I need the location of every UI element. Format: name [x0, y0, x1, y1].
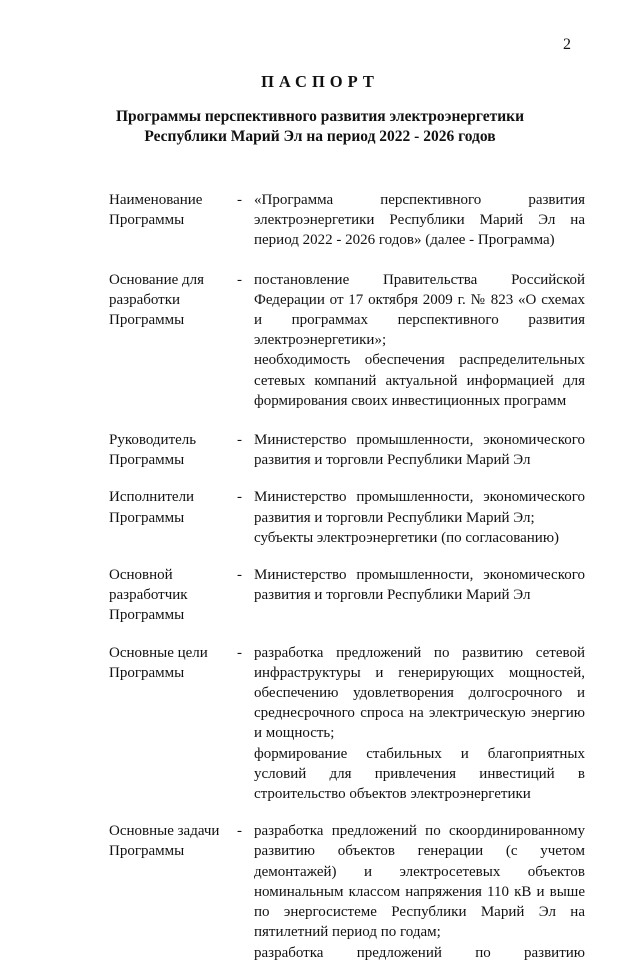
row-paragraph: Министерство промышленности, экономического развития и торговли Республики Марий Эл	[254, 567, 585, 604]
row-label	[109, 565, 237, 626]
passport-row-basis	[109, 270, 585, 411]
row-dash: -	[237, 432, 242, 449]
row-dash: -	[237, 271, 242, 288]
row-label-line: Исполнители	[109, 489, 195, 506]
row-paragraph: субъекты электроэнергетики (по согласованию)	[254, 529, 560, 546]
row-label-line: Руководитель	[109, 432, 197, 449]
subtitle-line: Программы перспективного развития электроэнергетики	[115, 108, 525, 125]
row-label-line: Основание для	[109, 271, 205, 288]
row-label-line: Программы	[109, 607, 185, 624]
row-label-line: Программы	[109, 212, 185, 229]
row-content	[254, 270, 585, 411]
row-label-line: Основной	[109, 567, 173, 584]
passport-row-developer	[109, 565, 585, 626]
row-dash: -	[237, 823, 242, 840]
row-paragraph: разработка предложений по развитию	[254, 944, 585, 961]
subtitle-line: Республики Марий Эл на период 2022 - 2026 годов	[144, 128, 496, 145]
row-label	[109, 821, 237, 962]
row-label-line: Основные цели	[109, 644, 208, 661]
row-dash: -	[237, 567, 242, 584]
row-label-line: Наименование	[109, 192, 203, 208]
row-paragraph: постановление Правительства Российской Федерации от 17 октября 2009 г. № 823 «О схемах и программах перспективного развития электроэнергетики»;	[254, 271, 585, 349]
row-label	[109, 430, 237, 470]
row-paragraph: формирование стабильных и благоприятных условий для привлечения инвестиций в строительство объектов электроэнергетики	[254, 745, 585, 803]
passport-row-name	[109, 190, 585, 251]
row-label-line: Программы	[109, 843, 185, 860]
row-label-line: Программы	[109, 452, 185, 469]
row-content	[254, 565, 585, 626]
row-label	[109, 643, 237, 805]
row-paragraph: разработка предложений по развитию сетевой инфраструктуры и генерирующих мощностей, обеспечению удовлетворения долгосрочного и среднесрочного спроса на электрическую энергию и мощность;	[254, 644, 585, 742]
row-label-line: Программы	[109, 664, 185, 681]
passport-row-executors	[109, 487, 585, 548]
row-dash: -	[237, 489, 242, 506]
row-paragraph: Министерство промышленности, экономического развития и торговли Республики Марий Эл;	[254, 489, 585, 526]
row-label	[109, 487, 237, 548]
row-content	[254, 821, 585, 962]
row-label	[109, 270, 237, 411]
row-content	[254, 487, 585, 548]
page-title: ПАСПОРТ	[261, 72, 379, 91]
row-paragraph: разработка предложений по скоординированному развитию объектов генерации (с учетом демонтажей) и электросетевых объектов номинальным классом напряжения 110 кВ и выше по энергосистеме Республики Марий Эл на пятилетний период по годам;	[254, 823, 585, 941]
row-label-line: Программы	[109, 312, 185, 329]
row-label-line: Основные задачи	[109, 823, 220, 840]
row-content	[254, 190, 585, 251]
row-label	[109, 190, 237, 251]
row-label-line: Программы	[109, 509, 185, 526]
row-content	[254, 430, 585, 470]
row-dash: -	[237, 192, 242, 208]
row-paragraph: «Программа перспективного развития электроэнергетики Республики Марий Эл на период 2022 - 2026 годов» (далее - Программа)	[254, 192, 585, 249]
row-label-line: разработки	[109, 291, 181, 308]
row-label-line: разработчик	[109, 587, 188, 604]
row-paragraph: необходимость обеспечения распределительных сетевых компаний актуальной информацией для формирования своих инвестиционных программ	[254, 352, 585, 409]
passport-row-goals	[109, 643, 585, 805]
page-number: 2	[563, 36, 571, 53]
row-paragraph: Министерство промышленности, экономического развития и торговли Республики Марий Эл	[254, 432, 585, 469]
passport-row-head	[109, 430, 585, 470]
passport-table	[109, 190, 585, 963]
row-dash: -	[237, 644, 242, 661]
subtitle	[90, 107, 550, 147]
row-content	[254, 643, 585, 805]
passport-row-tasks	[109, 821, 585, 962]
